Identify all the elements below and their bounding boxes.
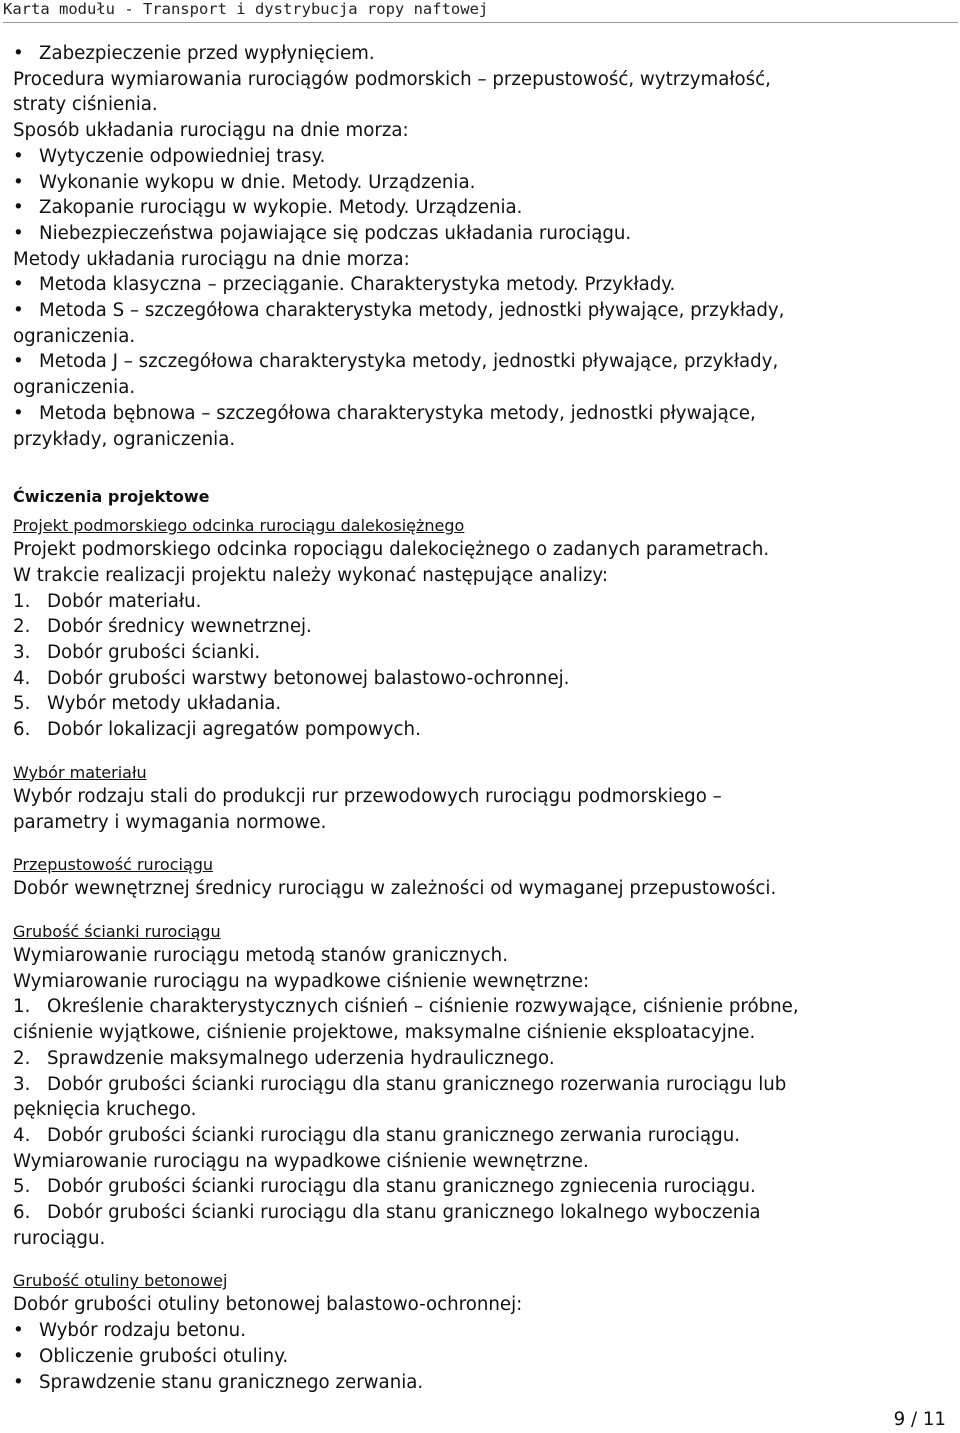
bullet-icon: • [13,300,24,322]
numbered-item: 4. Dobór grubości warstwy betonowej balastowo-ochronnej. [13,667,570,689]
numbered-item: 3. Dobór grubości ścianki. [13,642,261,664]
bullet-item: • Metoda S – szczegółowa charakterystyka metody, jednostki pływające, przykłady, [13,298,948,324]
text-line: parametry i wymagania normowe. [13,811,327,833]
subsection-heading: Grubość otuliny betonowej [13,1271,228,1291]
numbered-item: 1. Określenie charakterystycznych ciśnień – ciśnienie rozwywające, ciśnienie próbne, [13,996,799,1018]
bullet-item: • Wykonanie wykopu w dnie. Metody. Urządzenia. [13,170,948,196]
text-line: Wybór rodzaju stali do produkcji rur przewodowych rurociągu podmorskiego – [13,785,722,807]
bullet-icon: • [13,402,24,424]
text-line: Procedura wymiarowania rurociągów podmorskich – przepustowość, wytrzymałość, [13,68,771,90]
subsection-heading: Przepustowość rurociągu [13,855,214,875]
numbered-item: 2. Sprawdzenie maksymalnego uderzenia hydraulicznego. [13,1047,555,1069]
numbered-item: 4. Dobór grubości ścianki rurociągu dla stanu granicznego zerwania rurociągu. [13,1124,740,1146]
text-line: Dobór grubości otuliny betonowej balastowo-ochronnej: [13,1294,523,1316]
bullet-icon: • [13,1345,24,1367]
text-line: rurociągu. [13,1227,106,1249]
numbered-item: 2. Dobór średnicy wewnetrznej. [13,616,312,638]
numbered-item: 3. Dobór grubości ścianki rurociągu dla stanu granicznego rozerwania rurociągu lub [13,1073,787,1095]
numbered-item: 1. Dobór materiału. [13,590,202,612]
page-header [3,0,958,23]
bullet-icon: • [13,222,24,244]
text-line: W trakcie realizacji projektu należy wykonać następujące analizy: [13,564,608,586]
header-title: Karta modułu - Transport i dystrybucja ropy naftowej [3,0,489,18]
subsection-heading: Projekt podmorskiego odcinka rurociągu dalekosiężnego [13,516,465,536]
numbered-item: 5. Wybór metody układania. [13,693,282,715]
subsection-heading: Wybór materiału [13,762,147,782]
bullet-item: • Metoda bębnowa – szczegółowa charakterystyka metody, jednostki pływające, [13,401,948,427]
bullet-icon: • [13,1320,24,1342]
bullet-item: • Metoda J – szczegółowa charakterystyka metody, jednostki pływające, przykłady, [13,349,948,375]
text-line: ograniczenia. [13,325,136,347]
text-line: pęknięcia kruchego. [13,1099,197,1121]
bullet-item: • Wytyczenie odpowiedniej trasy. [13,144,948,170]
text-line: Wymiarowanie rurociągu na wypadkowe ciśnienie wewnętrzne. [13,1150,589,1172]
text-line: przykłady, ograniczenia. [13,428,236,450]
bullet-item: • Zabezpieczenie przed wypłynięciem. [13,41,948,67]
text-line: Projekt podmorskiego odcinka ropociągu dalekociężnego o zadanych parametrach. [13,539,770,561]
section-title: Ćwiczenia projektowe [13,487,210,507]
page-content [13,41,948,1395]
bullet-icon: • [13,274,24,296]
subsection-heading: Grubość ścianki rurociągu [13,921,221,941]
numbered-item: 6. Dobór grubości ścianki rurociągu dla stanu granicznego lokalnego wyboczenia [13,1202,761,1224]
text-line: Sposób układania rurociągu na dnie morza: [13,120,409,142]
numbered-item: 6. Dobór lokalizacji agregatów pompowych. [13,719,421,741]
bullet-icon: • [13,145,24,167]
bullet-icon: • [13,43,24,64]
bullet-item: • Niebezpieczeństwa pojawiające się podczas układania rurociągu. [13,221,948,247]
bullet-item: • Wybór rodzaju betonu. [13,1318,948,1344]
bullet-icon: • [13,197,24,219]
numbered-item: 5. Dobór grubości ścianki rurociągu dla stanu granicznego zgniecenia rurociągu. [13,1176,756,1198]
bullet-item: • Metoda klasyczna – przeciąganie. Charakterystyka metody. Przykłady. [13,272,948,298]
bullet-item: • Zakopanie rurociągu w wykopie. Metody. Urządzenia. [13,195,948,221]
text-line: ciśnienie wyjątkowe, ciśnienie projektowe, maksymalne ciśnienie eksploatacyjne. [13,1022,756,1044]
bullet-icon: • [13,351,24,373]
text-line: Metody układania rurociągu na dnie morza: [13,248,410,270]
text-line: Dobór wewnętrznej średnicy rurociągu w zależności od wymaganej przepustowości. [13,878,777,900]
text-line: straty ciśnienia. [13,94,158,116]
bullet-item: • Sprawdzenie stanu granicznego zerwania. [13,1370,948,1396]
bullet-icon: • [13,171,24,193]
text-line: Wymiarowanie rurociągu metodą stanów granicznych. [13,944,508,966]
page-number: 9 / 11 [893,1409,946,1430]
text-line: ograniczenia. [13,377,136,399]
bullet-icon: • [13,1371,24,1393]
text-line: Wymiarowanie rurociągu na wypadkowe ciśnienie wewnętrzne: [13,970,590,992]
bullet-item: • Obliczenie grubości otuliny. [13,1344,948,1370]
